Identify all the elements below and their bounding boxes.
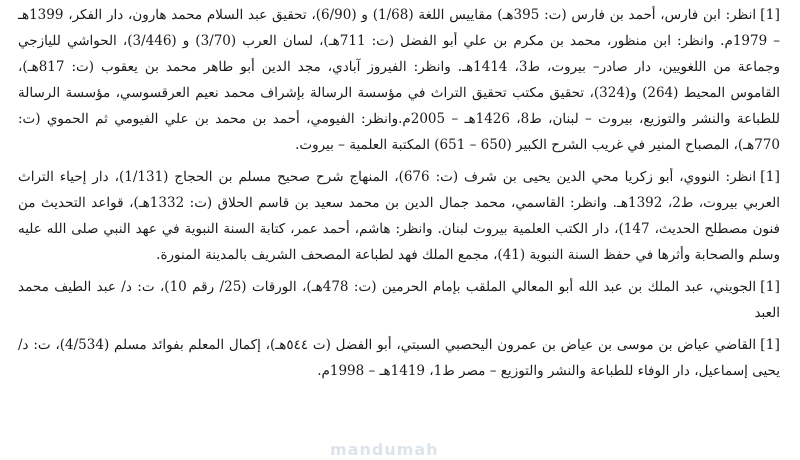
footnote-text: الجويني، عبد الملك بن عبد الله أبو المعالي الملقب بإمام الحرمين (ت: 478هـ)، الورقات (25/ رقم 10)، ت: د/ عبد الطيف محمد العبد: [18, 279, 780, 321]
footnote-marker[interactable]: [1]: [760, 7, 781, 23]
footnote-4: [18, 332, 780, 384]
footnote-3: [18, 274, 780, 326]
footnote-marker[interactable]: [1]: [760, 337, 780, 353]
footnote-1: [18, 2, 780, 158]
footnote-text: انظر: النووي، أبو زكريا محي الدين يحيى بن شرف (ت: 676)، المنهاج شرح صحيح مسلم بن الحجاج (1/131)، دار إحياء التراث العربي بيروت، ط2، 1392هـ. وانظر: القاسمي، محمد جمال الدين بن محمد سعيد بن قاسم الحلاق (ت: 1332هـ)، قواعد التحديث من فنون مصطلح الحديث، 147)، دار الكتب العلمية بيروت لبنان. وانظر: هاشم، أحمد عمر، كتابة السنة النبوية في عهد النبي صلى الله عليه وسلم والصحابة وأثرها في حفظ السنة النبوية (41)، مجمع الملك فهد لطباعة المصحف الشريف بالمدينة المنورة.: [18, 169, 781, 263]
footnote-text: انظر: ابن فارس، أحمد بن فارس (ت: 395هـ) مقاييس اللغة (1/68) و (6/90)، تحقيق عبد السلام محمد هارون، دار الفكر، 1399هـ – 1979م. وانظر: ابن منظور، محمد بن مكرم بن علي أبو الفضل (ت: 711هـ)، لسان العرب (3/70) و (3/446)، الحواشي لليازجي وجماعة من اللغويين، دار صادر– بيروت، ط3، 1414هـ. وانظر: الفيروز آبادي، مجد الدين أبو طاهر محمد بن يعقوب (ت: 817هـ)، القاموس المحيط (264) و(324)، تحقيق مكتب تحقيق التراث في مؤسسة الرسالة بإشراف محمد نعيم العرقسوسي، مؤسسة الرسالة للطباعة والنشر والتوزيع، بيروت – لبنان، ط8، 1426هـ – 2005م.وانظر: الفيومي، أحمد بن محمد بن علي الفيومي ثم الحموي (ت: 770هـ)، المصباح المنير في غريب الشرح الكبير (650 – 651) المكتبة العلمية – بيروت.: [18, 7, 781, 153]
footnotes-section: [18, 2, 780, 384]
footnote-text: القاضي عياض بن موسى بن عياض بن عمرون اليحصبي السبتي، أبو الفضل (ت ٥٤٤هـ)، إكمال المعلم بفوائد مسلم (4/534)، ت: د/ يحيى إسماعيل، دار الوفاء للطباعة والنشر والتوزيع – مصر ط1، 1419هـ – 1998م.: [18, 337, 780, 379]
footnote-marker[interactable]: [1]: [760, 279, 780, 295]
footnote-marker[interactable]: [1]: [760, 169, 780, 185]
footnote-2: [18, 164, 780, 268]
watermark-logo: mandumah: [330, 440, 439, 459]
